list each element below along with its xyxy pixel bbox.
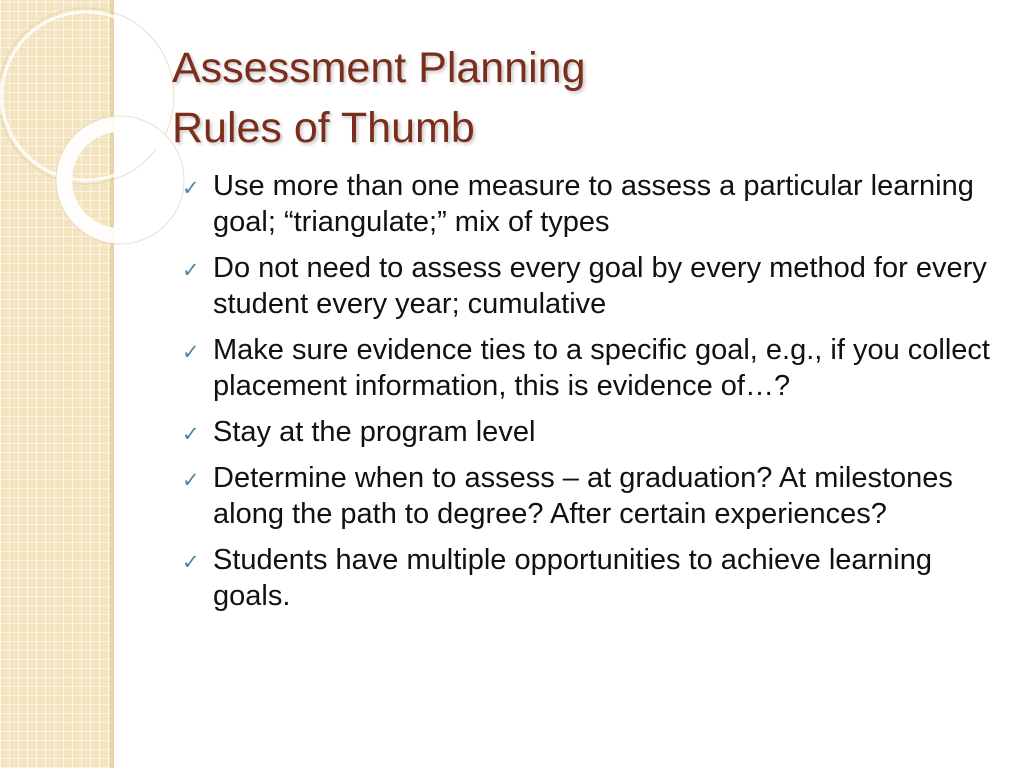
slide-title-line-1: Assessment Planning — [172, 44, 586, 92]
bullet-item — [180, 332, 1010, 404]
check-mark-icon: ✓ — [182, 468, 200, 492]
check-mark-icon: ✓ — [182, 422, 200, 446]
slide-title — [172, 38, 586, 158]
bullet-item — [180, 460, 1010, 532]
bullet-text: Use more than one measure to assess a particular learning goal; “triangulate;” mix of types — [213, 170, 974, 238]
check-mark-icon: ✓ — [182, 340, 200, 364]
bullet-list — [180, 168, 1010, 624]
bullet-text: Make sure evidence ties to a specific goal, e.g., if you collect placement information, this is evidence of…? — [213, 334, 990, 402]
bullet-item — [180, 250, 1010, 322]
bullet-item — [180, 414, 1010, 450]
bullet-text: Determine when to assess – at graduation? At milestones along the path to degree? After certain experiences? — [213, 462, 953, 530]
check-mark-icon: ✓ — [182, 176, 200, 200]
bullet-text: Do not need to assess every goal by every method for every student every year; cumulative — [213, 252, 987, 320]
check-mark-icon: ✓ — [182, 258, 200, 282]
check-mark-icon: ✓ — [182, 550, 200, 574]
bullet-text: Stay at the program level — [213, 416, 536, 448]
slide-title-line-2: Rules of Thumb — [172, 104, 475, 152]
bullet-item — [180, 168, 1010, 240]
decorative-rings — [0, 0, 200, 300]
bullet-text: Students have multiple opportunities to achieve learning goals. — [213, 544, 933, 612]
bullet-item — [180, 542, 1010, 614]
